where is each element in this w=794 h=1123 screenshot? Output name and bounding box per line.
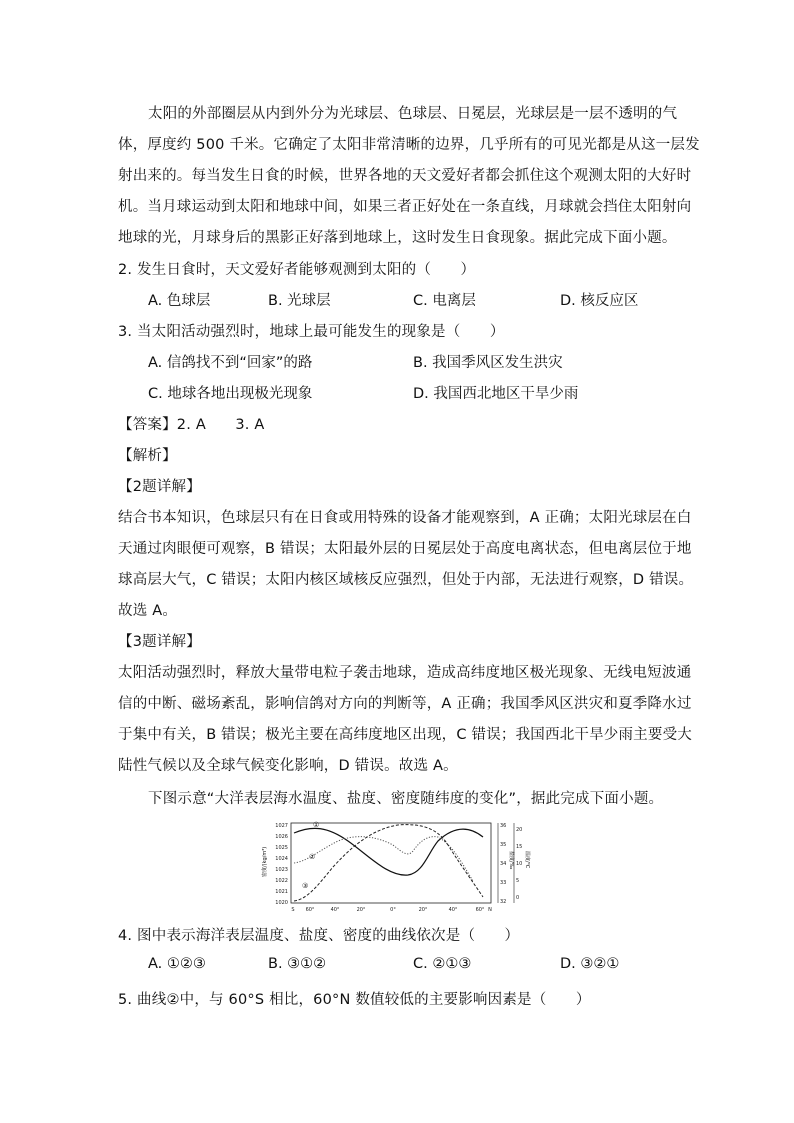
q2-detail-line: 天通过肉眼便可观察，B 错误；太阳最外层的日冕层处于高度电离状态，但电离层位于地: [118, 541, 692, 557]
left-tick: 1021: [275, 889, 288, 895]
salinity-tick: 34: [500, 861, 507, 867]
q3-option-d: D. 我国西北地区干旱少雨: [413, 386, 579, 402]
temperature-tick: 10: [516, 861, 523, 867]
salinity-tick: 32: [500, 899, 507, 905]
analysis-label: 【解析】: [118, 448, 177, 464]
q2-detail-line: 球高层大气，C 错误；太阳内核区域核反应强烈，但处于内部，无法进行观察，D 错误。: [118, 572, 694, 588]
q3-detail-line: 太阳活动强烈时，释放大量带电粒子袭击地球，造成高纬度地区极光现象、无线电短波通: [118, 665, 692, 681]
passage-line: 太阳的外部圈层从内到外分为光球层、色球层、日冕层，光球层是一层不透明的气: [148, 106, 678, 122]
answer-line: 【答案】2. A 3. A: [118, 417, 265, 433]
curve-3: [294, 825, 483, 901]
plot-frame: [291, 823, 491, 903]
temperature-axis-label: 温度/℃: [524, 851, 530, 869]
passage-line: 地球的光，月球身后的黑影正好落到地球上，这时发生日食现象。据此完成下面小题。: [118, 230, 677, 246]
left-tick: 1024: [275, 856, 288, 862]
left-tick: 1027: [275, 823, 288, 829]
q4-option-d: D. ③②①: [560, 956, 620, 972]
x-tick: 40°: [330, 907, 340, 913]
question-4-stem: 4. 图中表示海洋表层温度、盐度、密度的曲线依次是（ ）: [118, 928, 520, 944]
left-tick: 1022: [275, 878, 288, 884]
x-tick: 20°: [418, 907, 428, 913]
figure-intro: 下图示意“大洋表层海水温度、盐度、密度随纬度的变化”，据此完成下面小题。: [148, 791, 664, 807]
q2-detail-line: 结合书本知识，色球层只有在日食或用特殊的设备才能观察到，A 正确；太阳光球层在白: [118, 510, 692, 526]
salinity-tick: 35: [500, 842, 507, 848]
x-tick: 0°: [390, 907, 396, 913]
q3-option-c: C. 地球各地出现极光现象: [148, 386, 313, 402]
question-2-stem: 2. 发生日食时，天文爱好者能够观测到太阳的（ ）: [118, 262, 476, 278]
x-tick: 40°: [448, 907, 458, 913]
q3-detail-line: 陆性气候以及全球气候变化影响，D 错误。故选 A。: [118, 758, 458, 774]
salinity-axis-label: 盐度/‰: [508, 851, 514, 870]
curve-label-1: ①: [313, 821, 320, 829]
temperature-tick: 5: [516, 878, 520, 884]
left-tick: 1020: [275, 900, 288, 906]
salinity-tick: 33: [500, 880, 507, 886]
q2-option-d: D. 核反应区: [560, 293, 639, 309]
curve-label-3: ③: [302, 882, 309, 890]
curve-label-2: ②: [309, 853, 316, 861]
passage-line: 机。当月球运动到太阳和地球中间，如果三者正好处在一条直线，月球就会挡住太阳射向: [118, 199, 692, 215]
temperature-tick: 0: [516, 895, 520, 901]
left-tick: 1026: [275, 834, 288, 840]
q2-option-b: B. 光球层: [268, 293, 331, 309]
left-axis-label: 密度/(kg/m³): [262, 846, 268, 877]
q2-option-c: C. 电离层: [413, 293, 476, 309]
curve-2: [294, 837, 473, 881]
question-3-stem: 3. 当太阳活动强烈时，地球上最可能发生的现象是（ ）: [118, 324, 505, 340]
q2-detail-line: 故选 A。: [118, 603, 178, 619]
x-tick: 60°: [475, 907, 485, 913]
x-tick: 20°: [356, 907, 366, 913]
temperature-tick: 15: [516, 844, 523, 850]
q3-detail-label: 【3题详解】: [118, 634, 201, 650]
q4-option-b: B. ③①②: [268, 956, 327, 972]
x-tick: N: [488, 907, 492, 913]
left-tick: 1025: [275, 845, 288, 851]
question-5-stem: 5. 曲线②中，与 60°S 相比，60°N 数值较低的主要影响因素是（ ）: [118, 992, 591, 1008]
x-tick: S: [291, 907, 295, 913]
passage-line: 体，厚度约 500 千米。它确定了太阳非常清晰的边界，几乎所有的可见光都是从这一层发: [118, 137, 700, 153]
q4-option-c: C. ②①③: [413, 956, 472, 972]
q2-detail-label: 【2题详解】: [118, 479, 201, 495]
q2-option-a: A. 色球层: [148, 293, 211, 309]
q3-detail-line: 于集中有关，B 错误；极光主要在高纬度地区出现，C 错误；我国西北干旱少雨主要受大: [118, 727, 692, 743]
passage-line: 射出来的。每当发生日食的时候，世界各地的天文爱好者都会抓住这个观测太阳的大好时: [118, 168, 692, 184]
salinity-tick: 36: [500, 823, 507, 829]
ocean-surface-chart: [258, 815, 528, 917]
x-tick: 60°: [305, 907, 315, 913]
q3-option-a: A. 信鸽找不到“回家”的路: [148, 355, 313, 371]
q4-option-a: A. ①②③: [148, 956, 206, 972]
left-tick: 1023: [275, 867, 288, 873]
temperature-tick: 20: [516, 827, 523, 833]
q3-option-b: B. 我国季风区发生洪灾: [413, 355, 563, 371]
q3-detail-line: 信的中断、磁场紊乱，影响信鸽对方向的判断等，A 正确；我国季风区洪灾和夏季降水过: [118, 696, 692, 712]
